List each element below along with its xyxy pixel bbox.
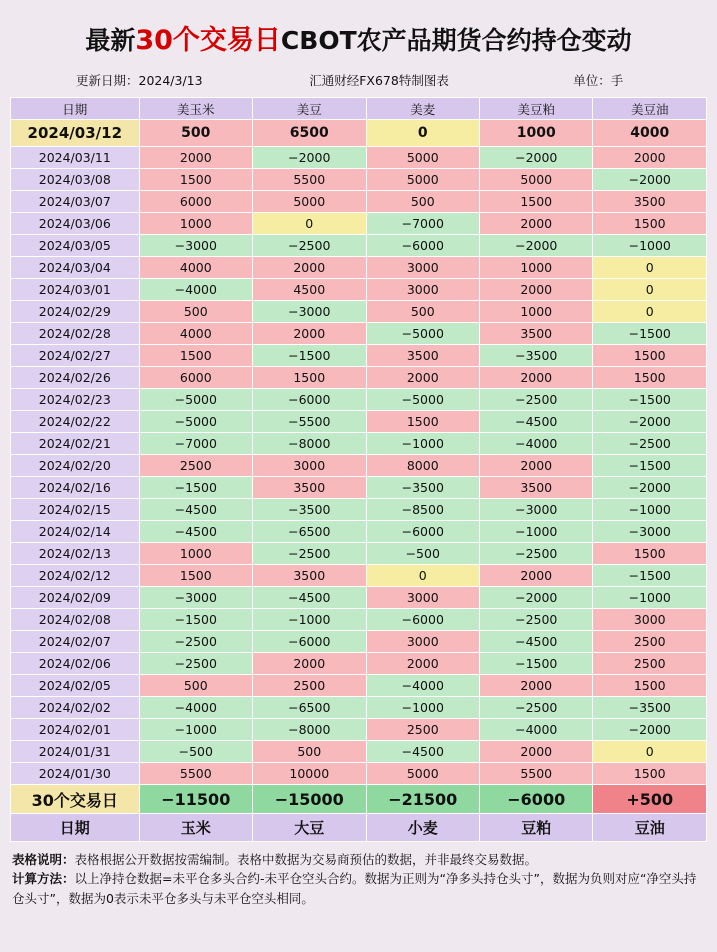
cell-美麦: 5000 — [366, 147, 479, 169]
cell-美麦: 500 — [366, 191, 479, 213]
cell-美玉米: −2500 — [139, 653, 252, 675]
cell-美豆: 5000 — [253, 191, 366, 213]
row-date: 2024/03/07 — [11, 191, 140, 213]
cell-美麦: −3500 — [366, 477, 479, 499]
cell-美麦: −8500 — [366, 499, 479, 521]
note-text-2: 以上净持仓数据=未平仓多头合约-未平仓空头合约。数据为正则为“净多头持仓头寸”，数据为负则对应“净空头持仓头寸”，数据为0表示未平仓多头与未平仓空头相同。 — [12, 871, 697, 906]
cell-美玉米: 4000 — [139, 323, 252, 345]
cell-美豆油: −2000 — [593, 411, 707, 433]
table-row — [11, 587, 707, 609]
column-header-1: 美玉米 — [139, 98, 252, 120]
cell-美麦: −6000 — [366, 521, 479, 543]
total-cell-1: −15000 — [253, 785, 366, 814]
row-date: 2024/01/30 — [11, 763, 140, 785]
cell-美麦: 2000 — [366, 367, 479, 389]
source-credit: 汇通财经FX678特制图表 — [309, 73, 449, 88]
cell-美麦: 3000 — [366, 257, 479, 279]
column-header-0: 日期 — [11, 98, 140, 120]
title-part-5: 持仓变动 — [531, 26, 632, 55]
table-row — [11, 120, 707, 147]
table-row — [11, 191, 707, 213]
cell-美麦: −6000 — [366, 235, 479, 257]
cell-美豆油: −1000 — [593, 499, 707, 521]
table-row — [11, 697, 707, 719]
cell-美豆: 3500 — [253, 565, 366, 587]
cell-美豆粕: 5500 — [480, 763, 593, 785]
cell-美玉米: 1500 — [139, 169, 252, 191]
title-part-1: 最新 — [85, 26, 136, 55]
cell-美豆: 3500 — [253, 477, 366, 499]
cell-美豆油: 1500 — [593, 543, 707, 565]
cell-美玉米: −1500 — [139, 477, 252, 499]
cell-美玉米: −4000 — [139, 697, 252, 719]
cell-美麦: 500 — [366, 301, 479, 323]
cell-美豆粕: 2000 — [480, 213, 593, 235]
cell-美豆油: 0 — [593, 301, 707, 323]
cell-美玉米: 1000 — [139, 213, 252, 235]
row-date: 2024/02/21 — [11, 433, 140, 455]
holdings-table — [10, 97, 707, 842]
cell-美豆油: 4000 — [593, 120, 707, 147]
cell-美玉米: −7000 — [139, 433, 252, 455]
cell-美麦: 3500 — [366, 345, 479, 367]
cell-美玉米: −1000 — [139, 719, 252, 741]
cell-美玉米: 6000 — [139, 191, 252, 213]
cell-美豆油: 2000 — [593, 147, 707, 169]
unit-label: 单位：手 — [573, 73, 624, 88]
cell-美豆油: −2500 — [593, 433, 707, 455]
cell-美豆: −6000 — [253, 631, 366, 653]
cell-美豆油: 2500 — [593, 631, 707, 653]
cell-美豆油: 1500 — [593, 345, 707, 367]
cell-美豆粕: 5000 — [480, 169, 593, 191]
total-cell-4: +500 — [593, 785, 707, 814]
bottom-column-header-4: 豆粕 — [480, 814, 593, 842]
row-date: 2024/03/12 — [11, 120, 140, 147]
cell-美麦: 1500 — [366, 411, 479, 433]
cell-美豆油: 0 — [593, 741, 707, 763]
cell-美豆粕: −4000 — [480, 719, 593, 741]
row-date: 2024/03/05 — [11, 235, 140, 257]
cell-美玉米: 6000 — [139, 367, 252, 389]
cell-美豆粕: −1000 — [480, 521, 593, 543]
cell-美麦: −6000 — [366, 609, 479, 631]
bottom-header-row — [11, 814, 707, 842]
cell-美麦: 0 — [366, 120, 479, 147]
cell-美豆粕: −3000 — [480, 499, 593, 521]
cell-美玉米: 500 — [139, 675, 252, 697]
column-header-2: 美豆 — [253, 98, 366, 120]
cell-美麦: 5000 — [366, 169, 479, 191]
table-row — [11, 499, 707, 521]
cell-美豆: 500 — [253, 741, 366, 763]
cell-美麦: 3000 — [366, 631, 479, 653]
cell-美豆粕: −2500 — [480, 609, 593, 631]
table-row — [11, 147, 707, 169]
cell-美玉米: −2500 — [139, 631, 252, 653]
table-row — [11, 235, 707, 257]
cell-美豆油: −1500 — [593, 323, 707, 345]
cell-美玉米: 1500 — [139, 345, 252, 367]
cell-美豆: −4500 — [253, 587, 366, 609]
row-date: 2024/02/22 — [11, 411, 140, 433]
table-row — [11, 565, 707, 587]
cell-美麦: 3000 — [366, 587, 479, 609]
bottom-column-header-2: 大豆 — [253, 814, 366, 842]
cell-美豆粕: 1500 — [480, 191, 593, 213]
cell-美玉米: 5500 — [139, 763, 252, 785]
cell-美玉米: −4500 — [139, 499, 252, 521]
total-cell-3: −6000 — [480, 785, 593, 814]
cell-美豆油: −3000 — [593, 521, 707, 543]
table-row — [11, 279, 707, 301]
cell-美豆: −2500 — [253, 543, 366, 565]
cell-美豆油: 3000 — [593, 609, 707, 631]
cell-美玉米: −5000 — [139, 389, 252, 411]
cell-美麦: 3000 — [366, 279, 479, 301]
cell-美豆粕: −2000 — [480, 235, 593, 257]
cell-美玉米: 2000 — [139, 147, 252, 169]
row-date: 2024/02/02 — [11, 697, 140, 719]
table-row — [11, 345, 707, 367]
cell-美豆粕: 2000 — [480, 741, 593, 763]
cell-美豆粕: 2000 — [480, 675, 593, 697]
cell-美玉米: 1000 — [139, 543, 252, 565]
cell-美麦: −4000 — [366, 675, 479, 697]
row-date: 2024/02/28 — [11, 323, 140, 345]
cell-美豆: 4500 — [253, 279, 366, 301]
row-date: 2024/01/31 — [11, 741, 140, 763]
cell-美豆油: 0 — [593, 279, 707, 301]
cell-美豆: 10000 — [253, 763, 366, 785]
cell-美豆油: 1500 — [593, 675, 707, 697]
cell-美麦: −500 — [366, 543, 479, 565]
cell-美豆: −1500 — [253, 345, 366, 367]
column-header-3: 美麦 — [366, 98, 479, 120]
cell-美麦: −5000 — [366, 389, 479, 411]
cell-美玉米: −3000 — [139, 235, 252, 257]
cell-美豆: −2500 — [253, 235, 366, 257]
cell-美麦: 2500 — [366, 719, 479, 741]
table-row — [11, 653, 707, 675]
cell-美麦: 5000 — [366, 763, 479, 785]
cell-美豆粕: 2000 — [480, 367, 593, 389]
table-row — [11, 411, 707, 433]
cell-美豆油: 1500 — [593, 367, 707, 389]
cell-美豆油: 3500 — [593, 191, 707, 213]
cell-美玉米: −4000 — [139, 279, 252, 301]
cell-美豆: 3000 — [253, 455, 366, 477]
column-header-4: 美豆粕 — [480, 98, 593, 120]
row-date: 2024/02/13 — [11, 543, 140, 565]
notes-block — [10, 850, 707, 908]
cell-美麦: 2000 — [366, 653, 479, 675]
cell-美豆: 5500 — [253, 169, 366, 191]
cell-美豆油: −2000 — [593, 169, 707, 191]
cell-美麦: −7000 — [366, 213, 479, 235]
cell-美豆: −2000 — [253, 147, 366, 169]
page-title — [10, 8, 707, 69]
row-date: 2024/03/04 — [11, 257, 140, 279]
cell-美豆: −3000 — [253, 301, 366, 323]
cell-美豆粕: 2000 — [480, 565, 593, 587]
cell-美豆粕: 1000 — [480, 257, 593, 279]
row-date: 2024/02/12 — [11, 565, 140, 587]
cell-美豆: 2000 — [253, 323, 366, 345]
bottom-column-header-0: 日期 — [11, 814, 140, 842]
table-row — [11, 257, 707, 279]
table-row — [11, 521, 707, 543]
cell-美豆粕: −3500 — [480, 345, 593, 367]
cell-美豆: 1500 — [253, 367, 366, 389]
totals-label: 30个交易日 — [11, 785, 140, 814]
cell-美豆: −1000 — [253, 609, 366, 631]
table-row — [11, 323, 707, 345]
cell-美玉米: −4500 — [139, 521, 252, 543]
row-date: 2024/02/15 — [11, 499, 140, 521]
bottom-column-header-3: 小麦 — [366, 814, 479, 842]
table-footer — [11, 785, 707, 842]
row-date: 2024/03/06 — [11, 213, 140, 235]
title-part-4: 农产品期货合约 — [356, 26, 532, 55]
row-date: 2024/03/08 — [11, 169, 140, 191]
row-date: 2024/02/07 — [11, 631, 140, 653]
table-row — [11, 169, 707, 191]
cell-美玉米: −5000 — [139, 411, 252, 433]
cell-美豆油: −1000 — [593, 587, 707, 609]
cell-美豆: 2500 — [253, 675, 366, 697]
cell-美玉米: 500 — [139, 120, 252, 147]
cell-美豆: −6500 — [253, 521, 366, 543]
cell-美豆: 0 — [253, 213, 366, 235]
table-row — [11, 213, 707, 235]
cell-美豆粕: −4000 — [480, 433, 593, 455]
cell-美玉米: −500 — [139, 741, 252, 763]
cell-美豆: −3500 — [253, 499, 366, 521]
cell-美豆: −5500 — [253, 411, 366, 433]
cell-美豆油: −2000 — [593, 477, 707, 499]
cell-美豆粕: −1500 — [480, 653, 593, 675]
cell-美豆油: 1500 — [593, 763, 707, 785]
total-cell-0: −11500 — [139, 785, 252, 814]
table-row — [11, 543, 707, 565]
column-header-5: 美豆油 — [593, 98, 707, 120]
cell-美玉米: 2500 — [139, 455, 252, 477]
row-date: 2024/02/14 — [11, 521, 140, 543]
note-line-2 — [12, 869, 705, 908]
bottom-column-header-5: 豆油 — [593, 814, 707, 842]
cell-美豆油: −1500 — [593, 455, 707, 477]
cell-美麦: 8000 — [366, 455, 479, 477]
cell-美豆粕: −2000 — [480, 587, 593, 609]
table-row — [11, 763, 707, 785]
table-row — [11, 367, 707, 389]
table-row — [11, 609, 707, 631]
table-body — [11, 120, 707, 785]
bottom-column-header-1: 玉米 — [139, 814, 252, 842]
row-date: 2024/02/05 — [11, 675, 140, 697]
cell-美豆: −8000 — [253, 433, 366, 455]
note-label-2: 计算方法： — [12, 871, 75, 887]
row-date: 2024/02/20 — [11, 455, 140, 477]
total-cell-2: −21500 — [366, 785, 479, 814]
note-line-1 — [12, 850, 705, 869]
table-header — [11, 98, 707, 120]
row-date: 2024/02/08 — [11, 609, 140, 631]
cell-美豆: −6000 — [253, 389, 366, 411]
subtitle-row — [10, 69, 707, 97]
cell-美麦: −4500 — [366, 741, 479, 763]
note-text-1: 表格根据公开数据按需编制。表格中数据为交易商预估的数据，并非最终交易数据。 — [74, 852, 538, 867]
row-date: 2024/02/06 — [11, 653, 140, 675]
cell-美豆油: −1500 — [593, 565, 707, 587]
cell-美玉米: 4000 — [139, 257, 252, 279]
cell-美豆: 2000 — [253, 257, 366, 279]
table-row — [11, 433, 707, 455]
title-part-3: CBOT — [280, 26, 357, 55]
row-date: 2024/02/27 — [11, 345, 140, 367]
header-row — [11, 98, 707, 120]
cell-美豆粕: 3500 — [480, 323, 593, 345]
cell-美豆油: 2500 — [593, 653, 707, 675]
cell-美豆粕: −4500 — [480, 631, 593, 653]
cell-美玉米: −3000 — [139, 587, 252, 609]
row-date: 2024/02/09 — [11, 587, 140, 609]
cell-美麦: −5000 — [366, 323, 479, 345]
cell-美豆粕: 2000 — [480, 455, 593, 477]
title-part-2: 30个交易日 — [135, 25, 281, 56]
cell-美麦: 0 — [366, 565, 479, 587]
cell-美玉米: −1500 — [139, 609, 252, 631]
row-date: 2024/02/26 — [11, 367, 140, 389]
row-date: 2024/03/01 — [11, 279, 140, 301]
row-date: 2024/03/11 — [11, 147, 140, 169]
table-row — [11, 389, 707, 411]
cell-美豆粕: −4500 — [480, 411, 593, 433]
row-date: 2024/02/23 — [11, 389, 140, 411]
cell-美玉米: 1500 — [139, 565, 252, 587]
row-date: 2024/02/16 — [11, 477, 140, 499]
cell-美豆: 6500 — [253, 120, 366, 147]
table-row — [11, 675, 707, 697]
table-row — [11, 719, 707, 741]
table-row — [11, 741, 707, 763]
table-row — [11, 301, 707, 323]
row-date: 2024/02/29 — [11, 301, 140, 323]
cell-美豆粕: 2000 — [480, 279, 593, 301]
cell-美豆油: 1500 — [593, 213, 707, 235]
table-row — [11, 631, 707, 653]
row-date: 2024/02/01 — [11, 719, 140, 741]
cell-美豆粕: −2500 — [480, 389, 593, 411]
cell-美豆粕: −2000 — [480, 147, 593, 169]
cell-美豆油: −1500 — [593, 389, 707, 411]
cell-美豆: −6500 — [253, 697, 366, 719]
cell-美豆粕: 1000 — [480, 301, 593, 323]
cell-美豆粕: −2500 — [480, 543, 593, 565]
cell-美豆粕: 1000 — [480, 120, 593, 147]
cell-美麦: −1000 — [366, 697, 479, 719]
cell-美豆油: −2000 — [593, 719, 707, 741]
cell-美豆油: −3500 — [593, 697, 707, 719]
cell-美豆: −8000 — [253, 719, 366, 741]
cell-美麦: −1000 — [366, 433, 479, 455]
cell-美豆油: 0 — [593, 257, 707, 279]
cell-美豆粕: 3500 — [480, 477, 593, 499]
table-row — [11, 477, 707, 499]
cell-美豆粕: −2500 — [480, 697, 593, 719]
table-row — [11, 455, 707, 477]
note-label-1: 表格说明： — [12, 852, 75, 867]
totals-row — [11, 785, 707, 814]
update-date: 更新日期：2024/3/13 — [76, 73, 203, 88]
cell-美豆油: −1000 — [593, 235, 707, 257]
cell-美豆: 2000 — [253, 653, 366, 675]
cell-美玉米: 500 — [139, 301, 252, 323]
